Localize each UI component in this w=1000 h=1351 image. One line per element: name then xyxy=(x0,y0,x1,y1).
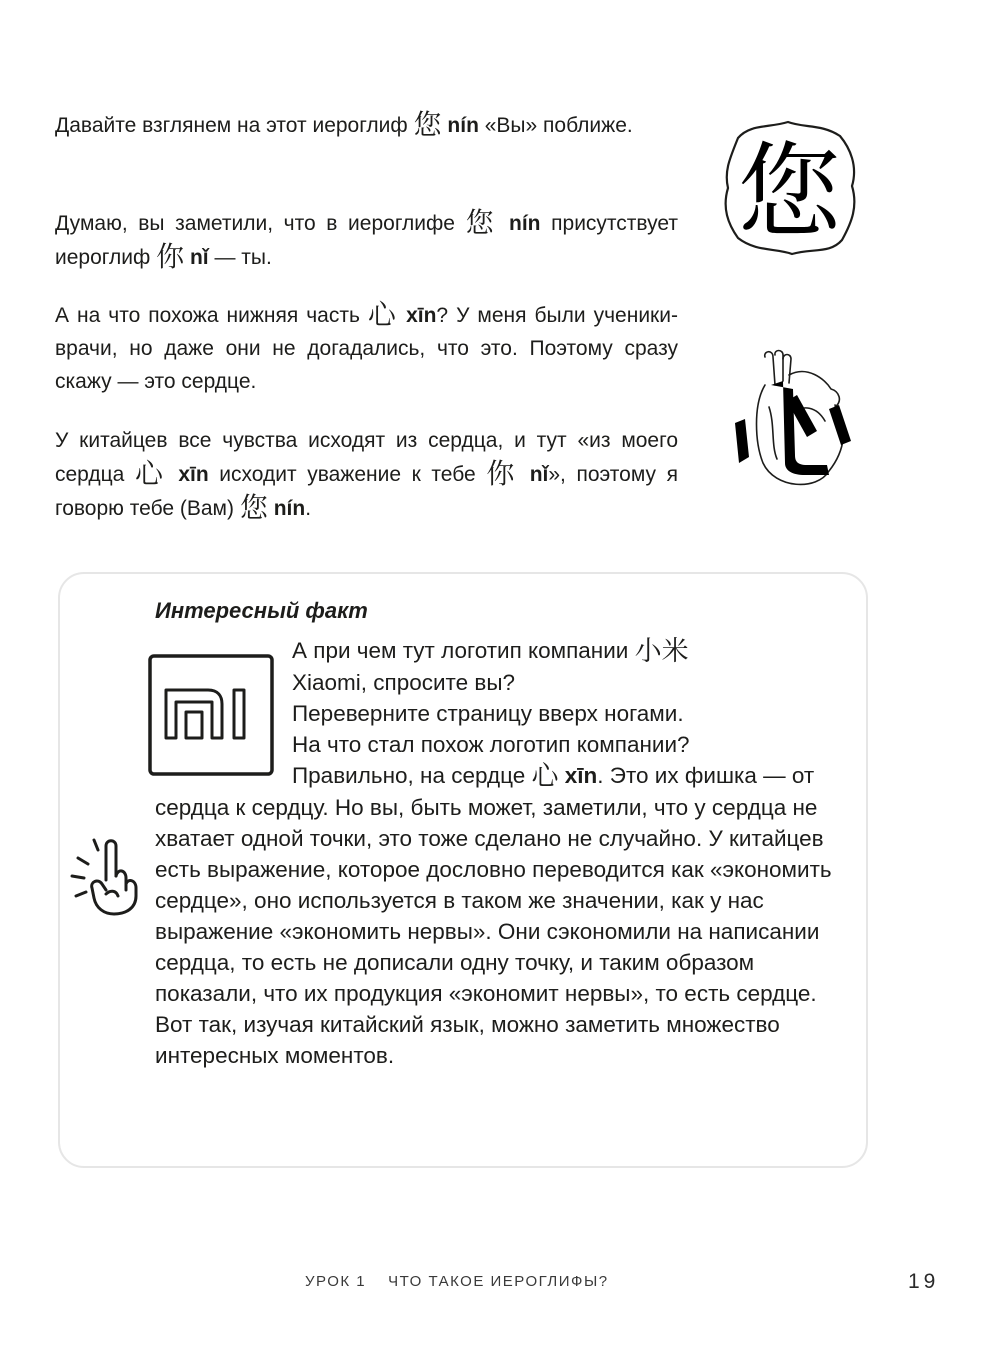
text: Переверните страницу вверх ногами. xyxy=(292,701,684,726)
pointing-finger-icon xyxy=(64,832,148,916)
hanzi-nin: 您 xyxy=(413,108,442,141)
text: . xyxy=(305,497,312,520)
paragraph-xin-heart xyxy=(55,298,678,398)
text: «Вы» поближе. xyxy=(484,114,633,137)
paragraph-nin-intro xyxy=(55,108,678,142)
hanzi-nin: 您 xyxy=(239,491,268,524)
text: », поэтому я говорю тебе (Вам) xyxy=(55,463,678,520)
running-footer xyxy=(305,1273,609,1290)
text: присутствует иероглиф xyxy=(55,212,678,269)
hanzi-xiaomi: 小米 xyxy=(634,636,689,667)
pinyin-xin: xīn xyxy=(564,763,598,788)
hanzi-xin: 心 xyxy=(367,298,399,331)
nin-character-glyph: 您 xyxy=(736,131,842,253)
fact-title: Интересный факт xyxy=(155,598,368,623)
page-number: 19 xyxy=(908,1270,940,1293)
fact-body xyxy=(155,635,835,1071)
lesson-title: ЧТО ТАКОЕ ИЕРОГЛИФЫ? xyxy=(388,1273,609,1290)
pinyin-ni: nǐ xyxy=(189,246,209,269)
hanzi-ni: 你 xyxy=(156,240,185,273)
nin-character-illustration xyxy=(718,116,860,258)
paragraph-nin-contains-ni xyxy=(55,206,678,274)
text: А на что похожа нижняя часть xyxy=(55,304,360,327)
pinyin-nin: nín xyxy=(509,212,541,235)
text: — ты. xyxy=(214,246,272,269)
text: исходит уважение к тебе xyxy=(219,463,476,486)
xin-heart-illustration xyxy=(725,345,860,495)
paragraph-feelings xyxy=(55,424,678,525)
pinyin-nin: nín xyxy=(273,497,306,520)
logo-wrap-spacer xyxy=(155,635,292,788)
hanzi-xin: 心 xyxy=(531,761,559,792)
text: На что стал похож логотип компании? xyxy=(292,732,690,757)
pinyin-xin: xīn xyxy=(178,463,209,486)
hanzi-nin: 您 xyxy=(465,206,499,239)
hanzi-xin: 心 xyxy=(134,457,168,490)
pinyin-xin: xīn xyxy=(406,304,437,327)
text: Xiaomi, спросите вы? xyxy=(292,670,516,695)
text: Правильно, на сердце xyxy=(292,763,526,788)
text: У китайцев все чувства исходят из сердца, и тут «из моего сердца xyxy=(55,429,678,486)
text: Думаю, вы заметили, что в иероглифе xyxy=(55,212,455,235)
text: Давайте взглянем на этот иероглиф xyxy=(55,114,408,137)
text: А при чем тут логотип компании xyxy=(292,638,629,663)
text: ? У меня были ученики-врачи, но даже они не догадались, что это. Поэтому сразу скажу — это сердце. xyxy=(55,304,678,393)
pinyin-nin: nín xyxy=(447,114,479,137)
lesson-number: УРОК 1 xyxy=(305,1273,367,1290)
text: . Это их фишка — от сердца к сердцу. Но вы, быть может, заметили, что у сердца не хватает одной точки, это тоже сделано не случайно. У китайцев есть выражение, которое дословно переводится как «экономить сердце», оно используется в таком же значении, как у нас выражение «экономить нервы». Они сэкономили на написании сердца, то есть не дописали одну точку, и таким образом показали, что их продукция «экономит нервы», то есть сердце. Вот так, изучая китайский язык, можно заметить множество интересных моментов. xyxy=(155,763,832,1068)
hanzi-ni: 你 xyxy=(486,457,520,490)
pinyin-ni: nǐ xyxy=(529,463,549,486)
